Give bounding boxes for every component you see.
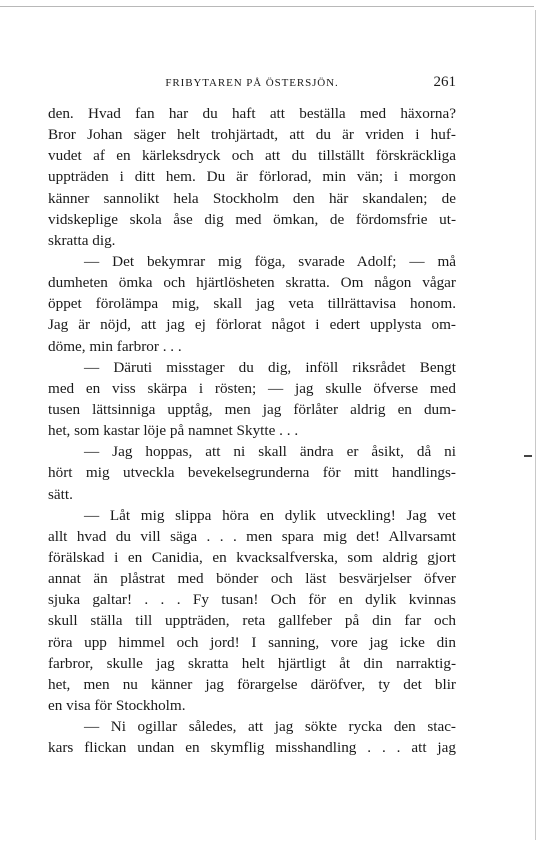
text-line: — Däruti misstager du dig, inföll riksrådet Bengt [84, 358, 456, 376]
body-text [48, 103, 456, 758]
running-title: FRIBYTAREN PÅ ÖSTERSJÖN. [165, 77, 339, 89]
text-line: öppet förolämpa mig, skall jag veta tillrättavisa honom. [48, 295, 456, 313]
text-line: dumheten ömka och hjärtlösheten skratta. Om någon vågar [48, 274, 456, 292]
text-line: sjuka galtar! . . . Fy tusan! Och för en dylik kvinnas [48, 591, 456, 609]
text-line: Jag är nöjd, att jag ej förlorat något i edert upplysta om- [48, 316, 456, 334]
text-line: Bror Johan säger helt trohjärtadt, att du är vriden i huf- [48, 126, 456, 144]
text-line: med en viss skärpa i rösten; — jag skulle öfverse med [48, 379, 456, 397]
text-line: — Låt mig slippa höra en dylik utveckling! Jag vet [84, 506, 456, 524]
text-line: — Ni ogillar således, att jag sökte rycka den stac- [84, 718, 456, 736]
text-line: förälskad i en Canidia, en kvacksalfverska, som aldrig gjort [48, 548, 456, 566]
page-edge-line [535, 10, 536, 840]
text-line: känner sannolikt hela Stockholm den här skandalen; de [48, 189, 456, 207]
margin-mark [524, 455, 532, 457]
page-number: 261 [433, 74, 456, 90]
top-rule [0, 6, 534, 7]
text-line: skull ställa till uppträden, reta gallfeber på din far och [48, 612, 456, 630]
text-line: döme, min farbror . . . [48, 337, 182, 355]
text-line: tusen lättsinniga upptåg, men jag förlåter aldrig en dum- [48, 400, 456, 418]
text-line: — Det bekymrar mig föga, svarade Adolf; — må [84, 252, 456, 270]
text-line: het, men nu känner jag förargelse däröfver, ty det blir [48, 675, 456, 693]
text-line: sätt. [48, 485, 73, 503]
text-line: kars flickan undan en skymflig misshandling . . . att jag [48, 739, 456, 757]
text-line: uppträden i ditt hem. Du är förlorad, min vän; i morgon [48, 168, 456, 186]
text-line: hört mig utveckla bevekelsegrunderna för mitt handlings- [48, 464, 456, 482]
text-line: den. Hvad fan har du haft att beställa med häxorna? [48, 105, 456, 122]
text-line: farbror, skulle jag skratta helt hjärtligt åt din narraktig- [48, 654, 456, 672]
text-line: — Jag hoppas, att ni skall ändra er åsikt, då ni [84, 443, 456, 461]
text-line: röra upp himmel och jord! I sanning, vore jag icke din [48, 633, 456, 651]
text-line: allt hvad du vill säga . . . men spara mig det! Allvarsamt [48, 527, 456, 545]
text-line: annat än plåstrat med bönder och läst besvärjelser öfver [48, 570, 456, 588]
text-line: het, som kastar löje på namnet Skytte . . . [48, 422, 299, 440]
running-header [48, 74, 456, 94]
text-line: skratta dig. [48, 231, 116, 249]
text-line: vidskeplige skola åse dig med ömkan, de fördomsfrie ut- [48, 210, 456, 228]
text-line: vudet af en kärleksdryck och att du tillställt förskräckliga [48, 147, 456, 165]
text-line: en visa för Stockholm. [48, 696, 186, 714]
